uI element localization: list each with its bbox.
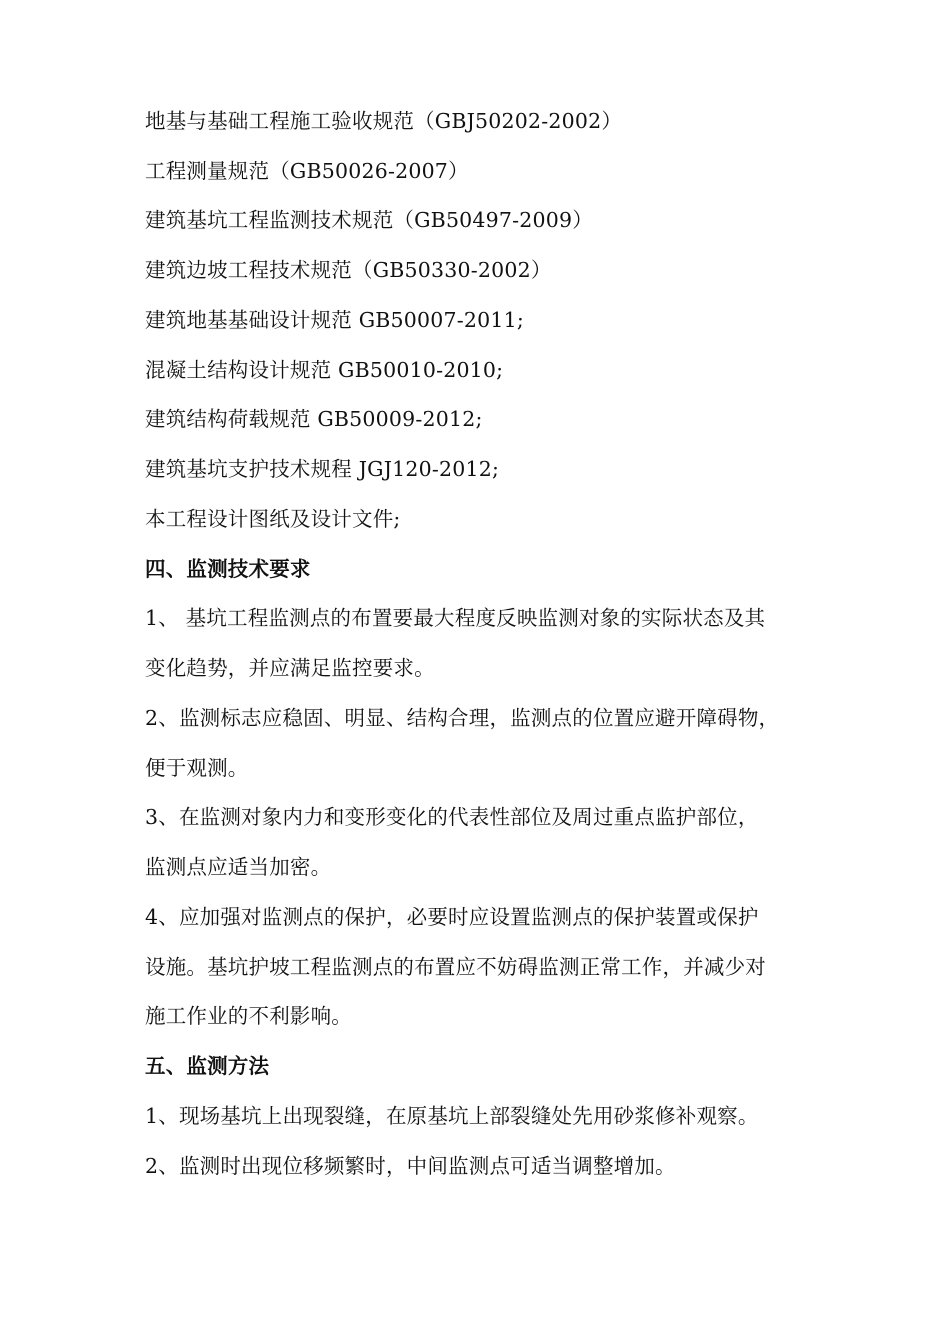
paragraph-line: 4、应加强对监测点的保护，必要时应设置监测点的保护装置或保护 (145, 905, 759, 929)
reference-line: 地基与基础工程施工验收规范（GBJ50202-2002） (145, 109, 623, 133)
section-heading-monitoring-requirements: 四、监测技术要求 (145, 557, 311, 581)
reference-line: 混凝土结构设计规范 GB50010-2010; (145, 358, 504, 382)
paragraph-line: 监测点应适当加密。 (145, 855, 332, 879)
reference-line: 本工程设计图纸及设计文件; (145, 507, 401, 531)
reference-line: 工程测量规范（GB50026-2007） (145, 159, 469, 183)
reference-line: 建筑基坑支护技术规程 JGJ120-2012; (145, 457, 500, 481)
paragraph-line: 3、在监测对象内力和变形变化的代表性部位及周过重点监护部位， (145, 805, 759, 829)
reference-line: 建筑基坑工程监测技术规范（GB50497-2009） (145, 208, 593, 232)
paragraph-line: 便于观测。 (145, 756, 249, 780)
paragraph-line: 2、监测时出现位移频繁时，中间监测点可适当调整增加。 (145, 1154, 676, 1178)
section-heading-monitoring-methods: 五、监测方法 (145, 1054, 270, 1078)
paragraph-line: 变化趋势，并应满足监控要求。 (145, 656, 435, 680)
paragraph-line: 1、现场基坑上出现裂缝，在原基坑上部裂缝处先用砂浆修补观察。 (145, 1104, 759, 1128)
paragraph-line: 2、监测标志应稳固、明显、结构合理，监测点的位置应避开障碍物， (145, 706, 780, 730)
paragraph-line: 设施。基坑护坡工程监测点的布置应不妨碍监测正常工作，并减少对 (145, 955, 766, 979)
paragraph-line: 施工作业的不利影响。 (145, 1004, 352, 1028)
reference-line: 建筑结构荷载规范 GB50009-2012; (145, 407, 483, 431)
reference-line: 建筑地基基础设计规范 GB50007-2011; (145, 308, 524, 332)
reference-line: 建筑边坡工程技术规范（GB50330-2002） (145, 258, 552, 282)
paragraph-line: 1、 基坑工程监测点的布置要最大程度反映监测对象的实际状态及其 (145, 606, 766, 630)
